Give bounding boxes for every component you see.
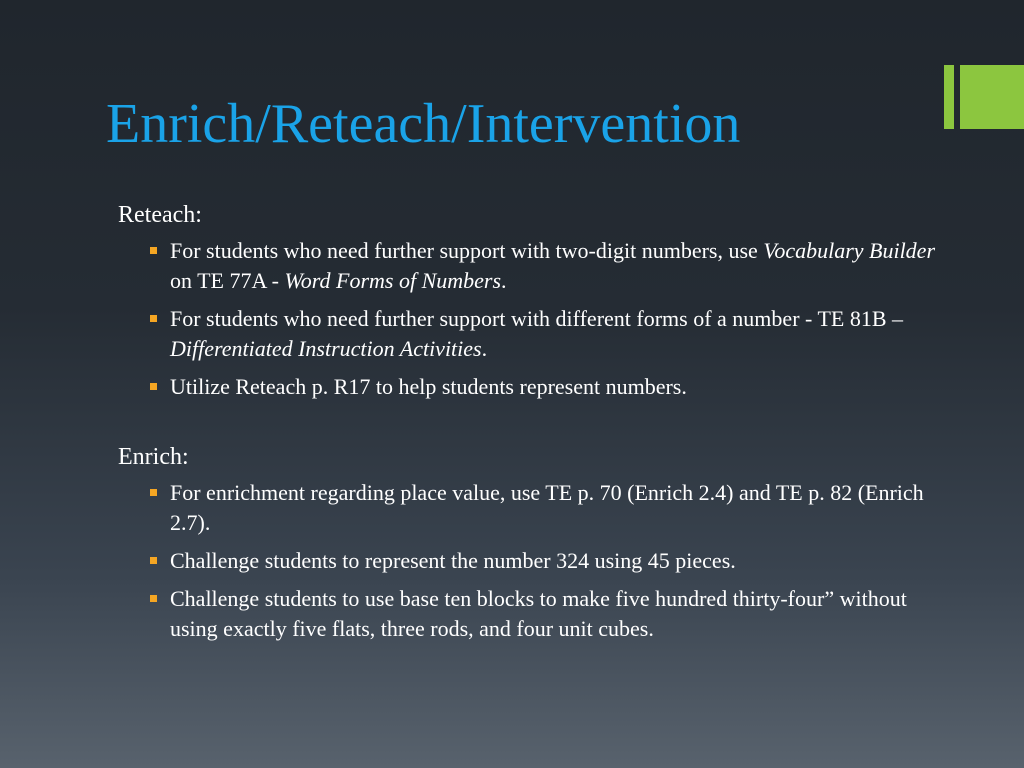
list-item [150,304,938,364]
bullet-icon [150,557,157,564]
bullet-icon [150,247,157,254]
enrich-list [118,478,938,644]
item-text: Challenge students to represent the number 324 using 45 pieces. [170,548,736,573]
accent-bar-thick [960,65,1024,129]
list-item [150,372,938,402]
section-heading-enrich: Enrich: [118,444,189,470]
item-text: . [501,268,507,293]
bullet-icon [150,595,157,602]
list-item [150,584,938,644]
slide-body [118,200,938,652]
reteach-list [118,236,938,402]
section-heading-reteach: Reteach: [118,202,202,228]
item-text: Utilize Reteach p. R17 to help students represent numbers. [170,374,687,399]
item-text: on TE 77A - [170,268,285,293]
accent-bar-thin [944,65,954,129]
item-text: Challenge students to use base ten blocks to make five hundred thirty-four” without using exactly five flats, three rods, and four unit cubes. [170,586,907,641]
bullet-icon [150,489,157,496]
item-text: For enrichment regarding place value, use TE p. 70 (Enrich 2.4) and TE p. 82 (Enrich 2.7). [170,480,924,535]
item-italic-text: Vocabulary Builder [763,238,936,263]
accent-bars [944,65,1024,129]
list-item [150,478,938,538]
bullet-icon [150,383,157,390]
slide-title: Enrich/Reteach/Intervention [106,93,741,155]
item-italic-text: Differentiated Instruction Activities [170,336,482,361]
bullet-icon [150,315,157,322]
list-item [150,236,938,296]
list-item [150,546,938,576]
item-italic-text: Word Forms of Numbers [284,268,502,293]
item-text: For students who need further support with different forms of a number - TE 81B – [170,306,903,331]
item-text: . [481,336,488,361]
item-text: For students who need further support with two-digit numbers, use [170,238,764,263]
